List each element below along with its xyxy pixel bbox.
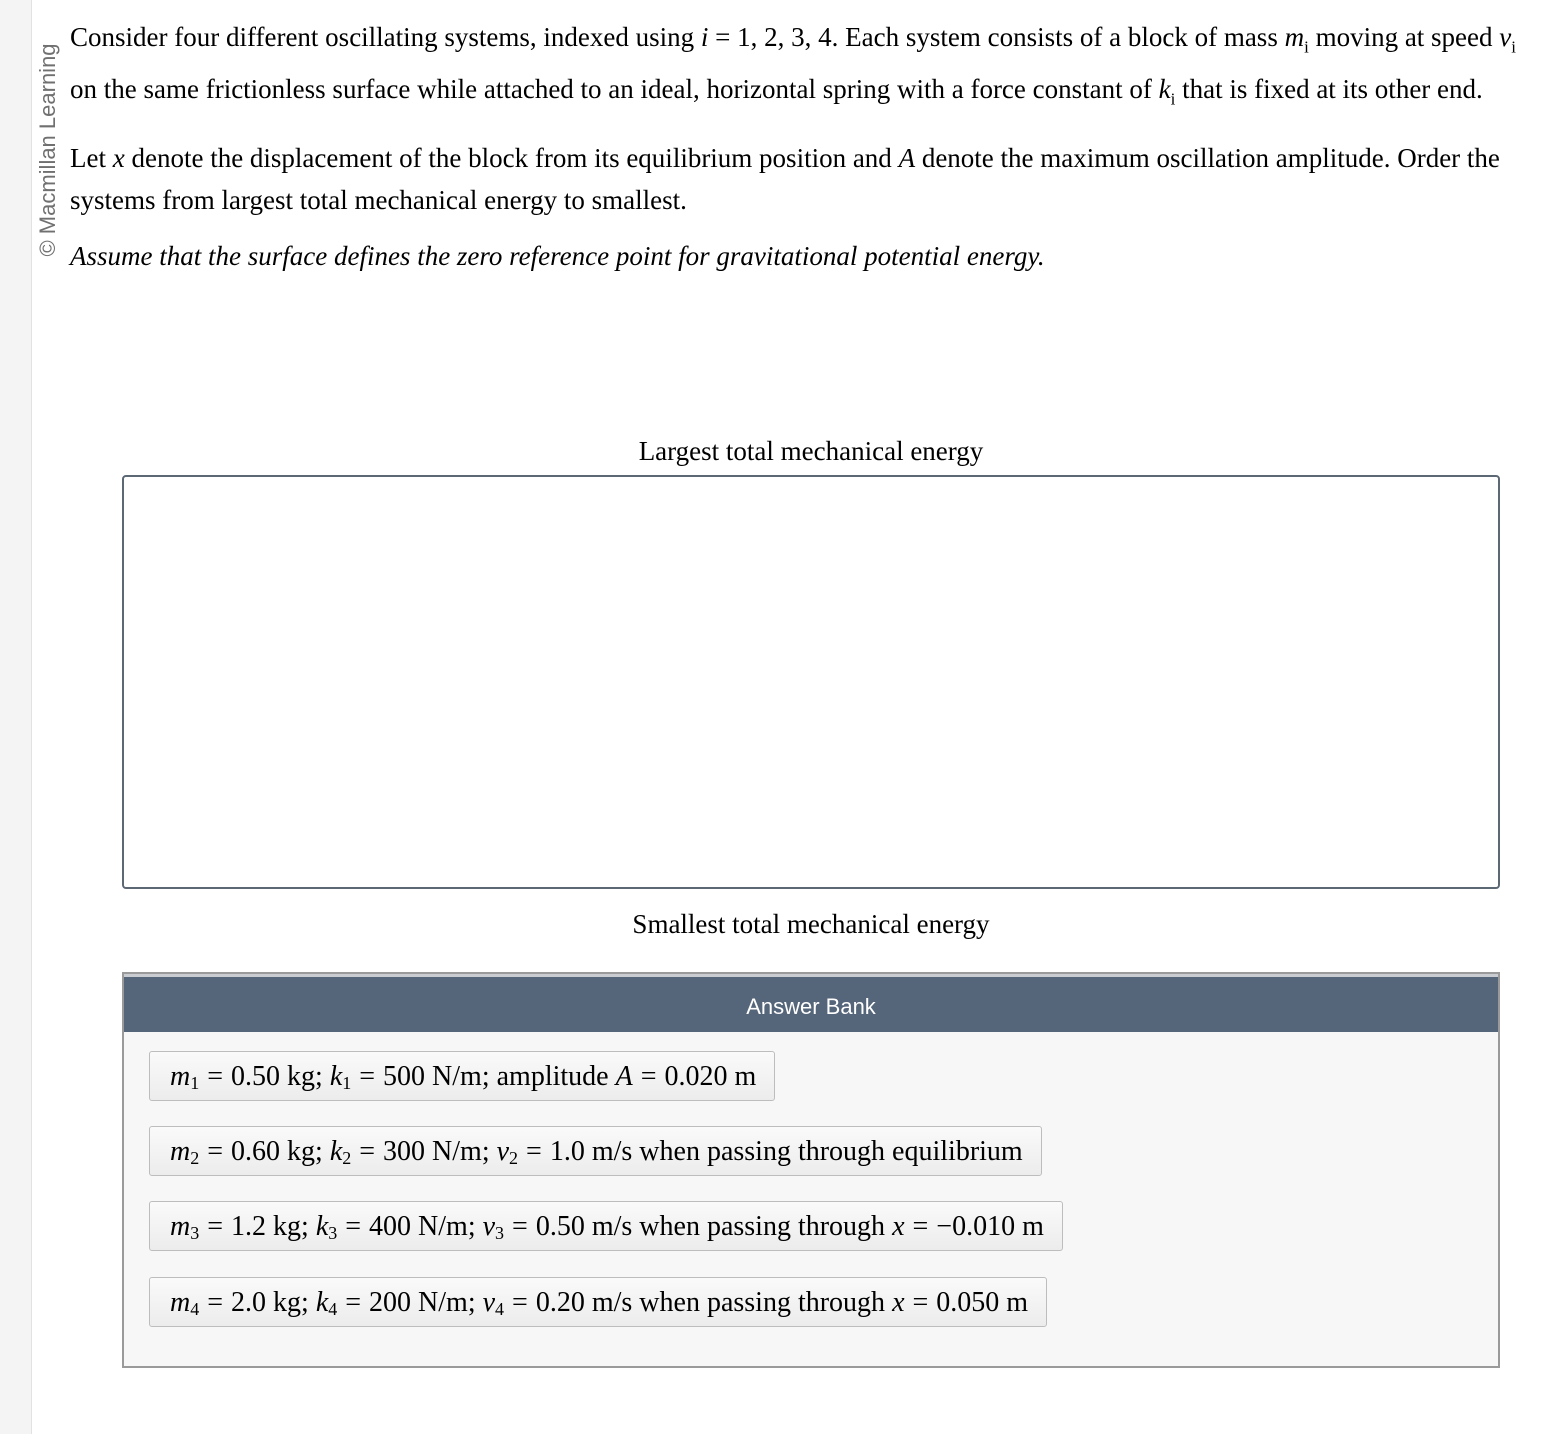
answer-chip-system-1[interactable]: $m_1 = 0.50$ kg; $k_1 = 500$ N/m; amplitude A = 0.020 m: [149, 1051, 775, 1101]
largest-energy-label: Largest total mechanical energy: [638, 436, 984, 466]
answer-bank: [122, 972, 1500, 1368]
left-margin-strip: [0, 0, 32, 1434]
question-text: [70, 16, 1540, 277]
answer-bank-title: Answer Bank: [124, 974, 1498, 1032]
answer-chip-system-3[interactable]: $m_3 = 1.2$ kg; $k_3 = 400$ N/m; $v_3 = 0.50$ m/s when passing through x = −0.010 m: [149, 1201, 1063, 1251]
question-paragraph-2: Let x denote the displacement of the block from its equilibrium position and A denote the maximum oscillation amplitude. Order the systems from largest total mechanical energy to smallest.: [70, 142, 1500, 215]
ranking-drop-zone[interactable]: [122, 475, 1500, 889]
answer-chip-system-2[interactable]: $m_2 = 0.60$ kg; $k_2 = 300$ N/m; $v_2 = 1.0$ m/s when passing through equilibrium: [149, 1126, 1042, 1176]
question-paragraph-1: Consider four different oscillating systems, indexed using i = 1, 2, 3, 4. Each system consists of a block of mass $m_i$ moving at speed $v_i$ on the same frictionless surface while attached to an ideal, horizontal spring with a force constant of $k_i$ that is fixed at its other end.: [70, 22, 1516, 109]
answer-chip-system-4[interactable]: $m_4 = 2.0$ kg; $k_4 = 200$ N/m; $v_4 = 0.20$ m/s when passing through x = 0.050 m: [149, 1277, 1047, 1327]
copyright-notice: © Macmillan Learning: [35, 43, 60, 257]
question-assumption: Assume that the surface defines the zero reference point for gravitational potential energy.: [70, 240, 1045, 271]
smallest-energy-label: Smallest total mechanical energy: [632, 909, 990, 939]
